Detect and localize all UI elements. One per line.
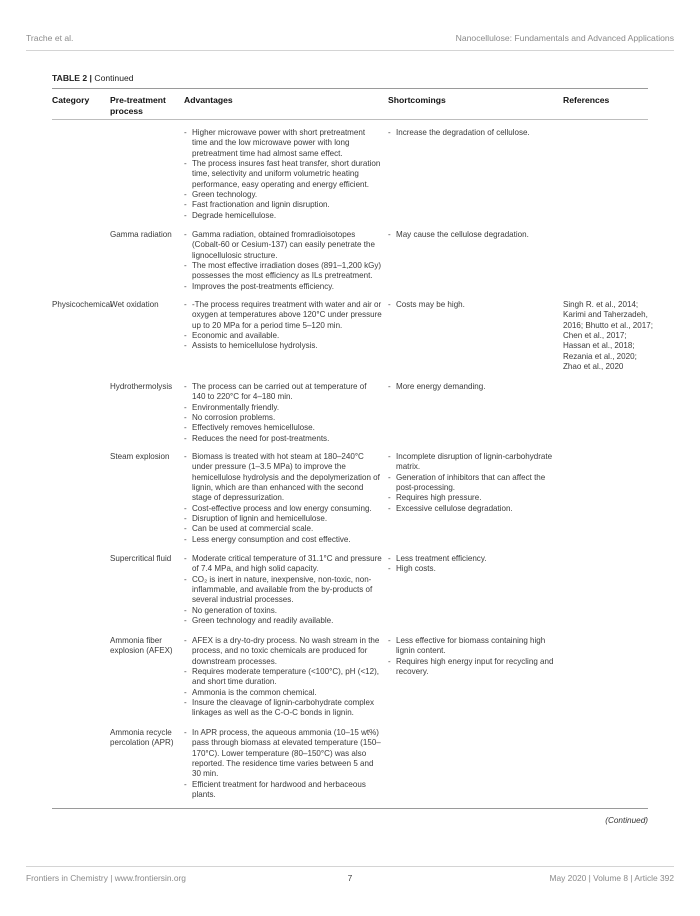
list-item: - Disruption of lignin and hemicellulose.	[184, 514, 382, 524]
footer-issue: May 2020 | Volume 8 | Article 392	[549, 873, 674, 883]
cell-shortcomings	[388, 382, 560, 392]
cell-pretreatment: Wet oxidation	[110, 300, 159, 309]
table-continued-note: Continued	[94, 73, 134, 83]
cell-shortcomings	[388, 452, 560, 514]
list-item: - High costs.	[388, 564, 560, 574]
list-item: - No corrosion problems.	[184, 413, 382, 423]
list-item: - Biomass is treated with hot steam at 180–240°C under pressure (1–3.5 MPa) to improve the hemicellulose hydrolysis and the depolymerization of lignin, which are than enhanced with the second stage of depressurization.	[184, 452, 382, 504]
footer-page-number: 7	[347, 873, 353, 883]
list-item: - Green technology.	[184, 190, 382, 200]
col-header-shortcomings: Shortcomings	[388, 95, 446, 105]
cell-shortcomings	[388, 554, 560, 575]
cell-pretreatment: Hydrothermolysis	[110, 382, 173, 391]
cell-pretreatment: Steam explosion	[110, 452, 170, 461]
list-item: - Requires high pressure.	[388, 493, 560, 503]
col-header-category: Category	[52, 95, 90, 105]
list-item: - Excessive cellulose degradation.	[388, 504, 560, 514]
list-item: - Environmentally friendly.	[184, 403, 382, 413]
list-item: - AFEX is a dry-to-dry process. No wash stream in the process, and no toxic chemicals are produced for downstream processes.	[184, 636, 382, 667]
list-item: - Ammonia is the common chemical.	[184, 688, 382, 698]
cell-advantages	[184, 452, 382, 545]
list-item: - -The process requires treatment with water and air or oxygen at temperatures above 120°C under pressure up to 20 MPa for a period time 5–120 min.	[184, 300, 382, 331]
cell-advantages	[184, 230, 382, 292]
header-title: Nanocellulose: Fundamentals and Advanced Applications	[455, 33, 674, 43]
list-item: - Reduces the need for post-treatments.	[184, 434, 382, 444]
list-item: - Requires high energy input for recycling and recovery.	[388, 657, 560, 678]
list-item: - No generation of toxins.	[184, 606, 382, 616]
col-header-references: References	[563, 95, 610, 105]
cell-pretreatment: Ammonia fiber explosion (AFEX)	[110, 636, 173, 656]
list-item: - Improves the post-treatments efficiency.	[184, 282, 382, 292]
list-item: - The most effective irradiation doses (891–1,200 kGy) possesses the most efficiency as ILs pretreatment.	[184, 261, 382, 282]
list-item: - Increase the degradation of cellulose.	[388, 128, 560, 138]
list-item: - Less treatment efficiency.	[388, 554, 560, 564]
cell-category: Physicochemical	[52, 300, 112, 309]
cell-pretreatment: Supercritical fluid	[110, 554, 172, 563]
list-item: - In APR process, the aqueous ammonia (10–15 wt%) pass through biomass at elevated temperature (150–170°C). Lower temperature (80–150°C) was also reported. The residence time varies between 5 and 30 min.	[184, 728, 382, 780]
table-top-rule	[52, 88, 648, 89]
page-footer	[26, 866, 674, 887]
cell-pretreatment: Gamma radiation	[110, 230, 172, 239]
list-item: - Cost-effective process and low energy consuming.	[184, 504, 382, 514]
cell-pretreatment: Ammonia recycle percolation (APR)	[110, 728, 174, 748]
list-item: - Higher microwave power with short pretreatment time and the low microwave power with long pretreatment time had almost same effect.	[184, 128, 382, 159]
list-item: - Less energy consumption and cost effective.	[184, 535, 382, 545]
list-item: - Assists to hemicellulose hydrolysis.	[184, 341, 382, 351]
cell-advantages	[184, 300, 382, 352]
col-header-advantages: Advantages	[184, 95, 233, 105]
header-authors: Trache et al.	[26, 33, 74, 43]
list-item: - Efficient treatment for hardwood and herbaceous plants.	[184, 780, 382, 801]
list-item: - Economic and available.	[184, 331, 382, 341]
cell-shortcomings	[388, 636, 560, 677]
list-item: - The process can be carried out at temperature of 140 to 220°C for 4–180 min.	[184, 382, 382, 403]
cell-shortcomings	[388, 230, 560, 240]
list-item: - Effectively removes hemicellulose.	[184, 423, 382, 433]
list-item: - May cause the cellulose degradation.	[388, 230, 560, 240]
list-item: - Requires moderate temperature (<100°C), pH (<12), and short time duration.	[184, 667, 382, 688]
running-header	[26, 30, 674, 51]
list-item: - Generation of inhibitors that can affect the post-processing.	[388, 473, 560, 494]
continued-label: (Continued)	[605, 816, 648, 825]
list-item: - Incomplete disruption of lignin-carbohydrate matrix.	[388, 452, 560, 473]
list-item: - Fast fractionation and lignin disruption.	[184, 200, 382, 210]
cell-advantages	[184, 554, 382, 626]
cell-shortcomings	[388, 128, 560, 138]
table-caption	[52, 73, 134, 83]
list-item: - Moderate critical temperature of 31.1°C and pressure of 7.4 MPa, and high solid capacity.	[184, 554, 382, 575]
list-item: - Insure the cleavage of lignin-carbohydrate complex linkages as well as the C-O-C bonds in lignin.	[184, 698, 382, 719]
cell-advantages	[184, 128, 382, 221]
cell-advantages	[184, 382, 382, 444]
list-item: - Can be used at commercial scale.	[184, 524, 382, 534]
cell-advantages	[184, 728, 382, 800]
list-item: - CO₂ is inert in nature, inexpensive, non-toxic, non-inflammable, and available from the by-products of several industrial processes.	[184, 575, 382, 606]
table-label: TABLE 2 |	[52, 73, 92, 83]
list-item: - The process insures fast heat transfer, short duration time, selectivity and uniform volumetric heating performance, easy operating and energy efficient.	[184, 159, 382, 190]
list-item: - Costs may be high.	[388, 300, 560, 310]
list-item: - Green technology and readily available.	[184, 616, 382, 626]
list-item: - Less effective for biomass containing high lignin content.	[388, 636, 560, 657]
table-bottom-rule	[52, 808, 648, 809]
cell-advantages	[184, 636, 382, 719]
table-header-rule	[52, 119, 648, 120]
cell-references: Singh R. et al., 2014; Karimi and Taherzadeh, 2016; Bhutto et al., 2017; Chen et al., 2017; Hassan et al., 2018; Rezania et al., 2020; Zhao et al., 2020	[563, 300, 653, 372]
list-item: - Degrade hemicellulose.	[184, 211, 382, 221]
list-item: - More energy demanding.	[388, 382, 560, 392]
list-item: - Gamma radiation, obtained fromradioisotopes (Cobalt-60 or Cesium-137) can easily penetrate the lignocellulosic structure.	[184, 230, 382, 261]
footer-journal: Frontiers in Chemistry | www.frontiersin.org	[26, 873, 186, 883]
cell-shortcomings	[388, 300, 560, 310]
col-header-pretreatment: Pre-treatment process	[110, 95, 166, 116]
